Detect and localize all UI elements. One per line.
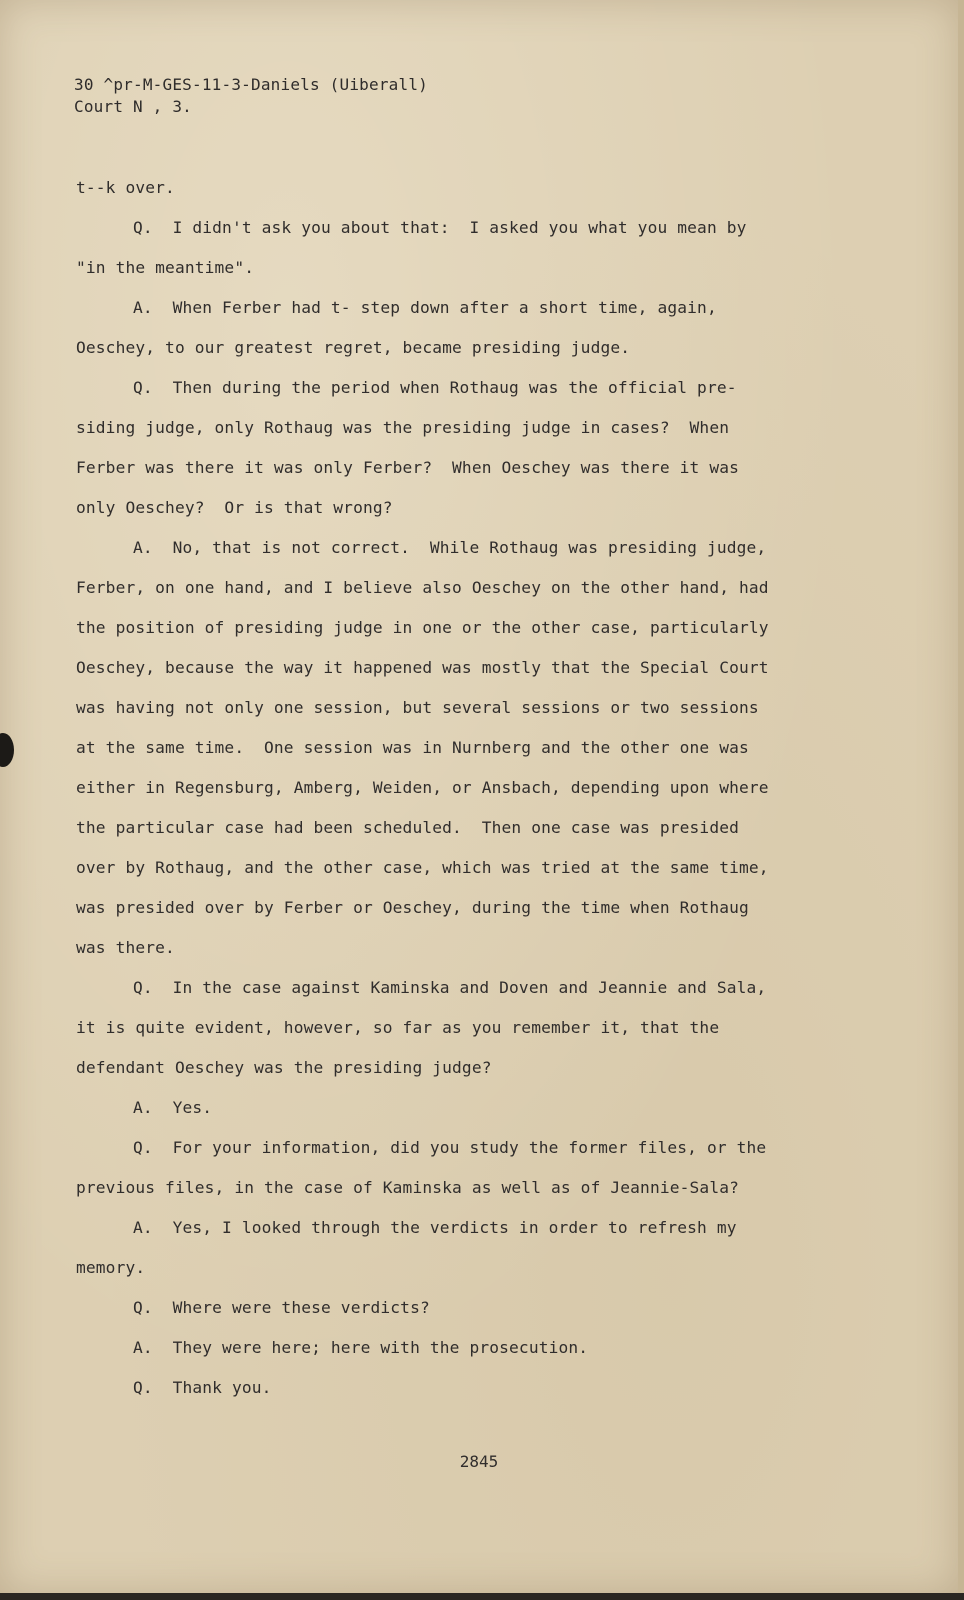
scan-edge-right <box>958 0 964 1600</box>
transcript-line: was having not only one session, but several sessions or two sessions <box>76 698 759 717</box>
transcript-line: at the same time. One session was in Nurnberg and the other one was <box>76 738 749 757</box>
page-number: 2845 <box>459 1452 499 1471</box>
transcript-line: Q. Where were these verdicts? <box>133 1298 430 1317</box>
transcript-line: Ferber, on one hand, and I believe also Oeschey on the other hand, had <box>76 578 769 597</box>
header-line-court: Court N , 3. <box>74 97 192 116</box>
transcript-line: Q. For your information, did you study the former files, or the <box>133 1138 767 1157</box>
transcript-line: "in the meantime". <box>76 258 255 277</box>
transcript-line: was there. <box>76 938 175 957</box>
transcript-line: the position of presiding judge in one or the other case, particularly <box>76 618 769 637</box>
transcript-line: A. Yes, I looked through the verdicts in order to refresh my <box>133 1218 737 1237</box>
transcript-line: A. Yes. <box>133 1098 213 1117</box>
transcript-line: over by Rothaug, and the other case, which was tried at the same time, <box>76 858 769 877</box>
transcript-line: siding judge, only Rothaug was the presiding judge in cases? When <box>76 418 730 437</box>
header-line-docket: 30 ^pr-M-GES-11-3-Daniels (Uiberall) <box>74 75 428 94</box>
transcript-line: Q. I didn't ask you about that: I asked you what you mean by <box>133 218 747 237</box>
transcript-line: t--k over. <box>76 178 175 197</box>
scan-edge-bottom <box>0 1593 964 1600</box>
transcript-line: it is quite evident, however, so far as you remember it, that the <box>76 1018 720 1037</box>
transcript-body <box>76 176 816 1416</box>
punch-hole <box>0 733 14 767</box>
transcript-line: A. When Ferber had t- step down after a short time, again, <box>133 298 717 317</box>
transcript-line: the particular case had been scheduled. Then one case was presided <box>76 818 740 837</box>
transcript-line: only Oeschey? Or is that wrong? <box>76 498 393 517</box>
transcript-line: Ferber was there it was only Ferber? When Oeschey was there it was <box>76 458 740 477</box>
transcript-line: defendant Oeschey was the presiding judge? <box>76 1058 492 1077</box>
transcript-line: Oeschey, to our greatest regret, became presiding judge. <box>76 338 631 357</box>
transcript-line: A. No, that is not correct. While Rothaug was presiding judge, <box>133 538 767 557</box>
transcript-line: previous files, in the case of Kaminska as well as of Jeannie-Sala? <box>76 1178 740 1197</box>
transcript-line: A. They were here; here with the prosecution. <box>133 1338 589 1357</box>
transcript-line: Oeschey, because the way it happened was mostly that the Special Court <box>76 658 769 677</box>
transcript-line: memory. <box>76 1258 146 1277</box>
transcript-line: was presided over by Ferber or Oeschey, during the time when Rothaug <box>76 898 749 917</box>
transcript-line: Q. In the case against Kaminska and Doven and Jeannie and Sala, <box>133 978 767 997</box>
transcript-line: Q. Then during the period when Rothaug was the official pre- <box>133 378 737 397</box>
document-header <box>74 74 428 118</box>
transcript-line: Q. Thank you. <box>133 1378 272 1397</box>
transcript-line: either in Regensburg, Amberg, Weiden, or Ansbach, depending upon where <box>76 778 769 797</box>
